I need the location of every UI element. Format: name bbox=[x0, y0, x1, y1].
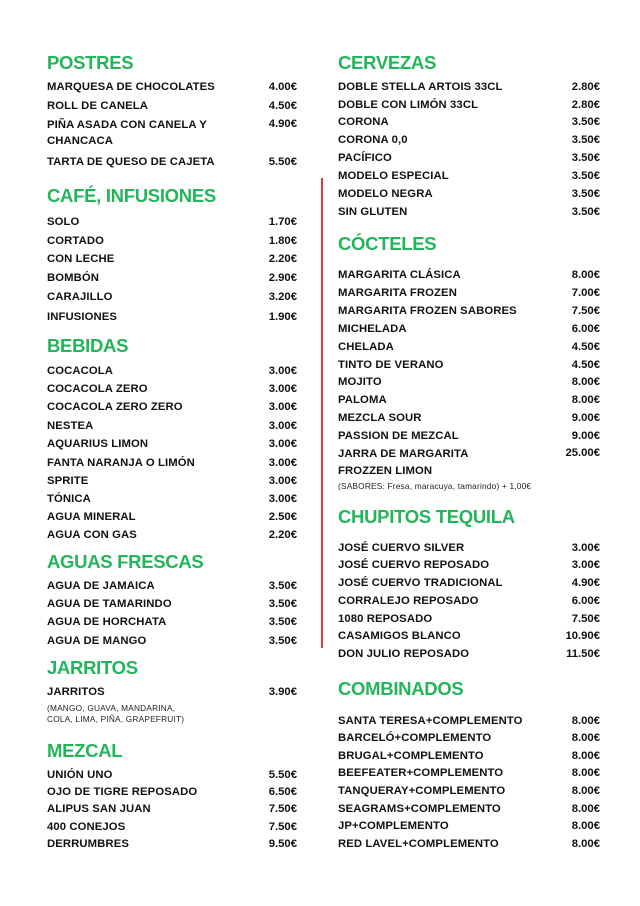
menu-item: TÓNICA 3.00€ bbox=[47, 493, 297, 505]
cocteles-flavors-note: (SABORES: Fresa, maracuya, tamarindo) + 1,00€ bbox=[338, 481, 532, 491]
menu-item: JARRA DE MARGARITA FROZZEN LIMON 25.00€ bbox=[338, 447, 600, 477]
menu-item: AGUA MINERAL 2.50€ bbox=[47, 511, 297, 523]
menu-item: AQUARIUS LIMON 3.00€ bbox=[47, 438, 297, 450]
section-title: CHUPITOS TEQUILA bbox=[338, 506, 515, 527]
menu-item: SANTA TERESA+COMPLEMENTO 8.00€ bbox=[338, 715, 600, 727]
menu-item: BEEFEATER+COMPLEMENTO 8.00€ bbox=[338, 767, 600, 779]
menu-item: JP+COMPLEMENTO 8.00€ bbox=[338, 820, 600, 832]
menu-item: MARQUESA DE CHOCOLATES 4.00€ bbox=[47, 81, 297, 93]
menu-item: OJO DE TIGRE REPOSADO 6.50€ bbox=[47, 786, 297, 798]
menu-item: PALOMA 8.00€ bbox=[338, 394, 600, 406]
menu-item: MARGARITA FROZEN SABORES 7.50€ bbox=[338, 305, 600, 317]
menu-item: DOBLE STELLA ARTOIS 33CL 2.80€ bbox=[338, 81, 600, 93]
menu-item: JOSÉ CUERVO REPOSADO 3.00€ bbox=[338, 559, 600, 571]
menu-item: MARGARITA CLÁSICA 8.00€ bbox=[338, 269, 600, 281]
menu-item: TINTO DE VERANO 4.50€ bbox=[338, 359, 600, 371]
menu-item: ROLL DE CANELA 4.50€ bbox=[47, 100, 297, 112]
menu-item: 1080 REPOSADO 7.50€ bbox=[338, 613, 600, 625]
section-title: CERVEZAS bbox=[338, 52, 437, 73]
section-cervezas bbox=[338, 52, 600, 74]
menu-item: JARRITOS 3.90€ bbox=[47, 686, 297, 698]
section-aguas-frescas bbox=[47, 551, 297, 573]
section-title: JARRITOS bbox=[47, 657, 138, 678]
menu-item: BOMBÓN 2.90€ bbox=[47, 272, 297, 284]
menu-item: DOBLE CON LIMÓN 33CL 2.80€ bbox=[338, 99, 600, 111]
section-title: CÓCTELES bbox=[338, 233, 437, 254]
menu-item: COCACOLA ZERO ZERO 3.00€ bbox=[47, 401, 297, 413]
menu-item: TANQUERAY+COMPLEMENTO 8.00€ bbox=[338, 785, 600, 797]
section-title: MEZCAL bbox=[47, 740, 123, 761]
menu-item: MARGARITA FROZEN 7.00€ bbox=[338, 287, 600, 299]
menu-item: CASAMIGOS BLANCO 10.90€ bbox=[338, 630, 600, 642]
section-combinados bbox=[338, 678, 600, 700]
menu-item: NESTEA 3.00€ bbox=[47, 420, 297, 432]
section-jarritos bbox=[47, 657, 297, 679]
menu-item: JOSÉ CUERVO TRADICIONAL 4.90€ bbox=[338, 577, 600, 589]
menu-item: ALIPUS SAN JUAN 7.50€ bbox=[47, 803, 297, 815]
menu-item: CORRALEJO REPOSADO 6.00€ bbox=[338, 595, 600, 607]
menu-item: AGUA DE TAMARINDO 3.50€ bbox=[47, 598, 297, 610]
menu-item: DON JULIO REPOSADO 11.50€ bbox=[338, 648, 600, 660]
menu-item: CORONA 3.50€ bbox=[338, 116, 600, 128]
menu-item: CORONA 0,0 3.50€ bbox=[338, 134, 600, 146]
menu-item: 400 CONEJOS 7.50€ bbox=[47, 821, 297, 833]
menu-item: MEZCLA SOUR 9.00€ bbox=[338, 412, 600, 424]
section-title: BEBIDAS bbox=[47, 335, 129, 356]
menu-item: MODELO ESPECIAL 3.50€ bbox=[338, 170, 600, 182]
menu-item: TARTA DE QUESO DE CAJETA 5.50€ bbox=[47, 156, 297, 168]
menu-item: AGUA DE HORCHATA 3.50€ bbox=[47, 616, 297, 628]
jarritos-flavors-note: (MANGO, GUAVA, MANDARINA, COLA, LIMA, PIÑA, GRAPEFRUIT) bbox=[47, 703, 185, 724]
menu-item: SEAGRAMS+COMPLEMENTO 8.00€ bbox=[338, 803, 600, 815]
menu-item: UNIÓN UNO 5.50€ bbox=[47, 769, 297, 781]
menu-item: PASSION DE MEZCAL 9.00€ bbox=[338, 430, 600, 442]
section-title: CAFÉ, INFUSIONES bbox=[47, 185, 216, 206]
menu-item: PIÑA ASADA CON CANELA Y CHANCACA 4.90€ bbox=[47, 118, 297, 147]
section-title: AGUAS FRESCAS bbox=[47, 551, 204, 572]
menu-item: RED LAVEL+COMPLEMENTO 8.00€ bbox=[338, 838, 600, 850]
menu-item: MOJITO 8.00€ bbox=[338, 376, 600, 388]
menu-item: CON LECHE 2.20€ bbox=[47, 253, 297, 265]
menu-item: AGUA DE MANGO 3.50€ bbox=[47, 635, 297, 647]
menu-item: FANTA NARANJA O LIMÓN 3.00€ bbox=[47, 457, 297, 469]
menu-item: CHELADA 4.50€ bbox=[338, 341, 600, 353]
menu-item: SPRITE 3.00€ bbox=[47, 475, 297, 487]
menu-item: AGUA DE JAMAICA 3.50€ bbox=[47, 580, 297, 592]
menu-item: SIN GLUTEN 3.50€ bbox=[338, 206, 600, 218]
menu-item: INFUSIONES 1.90€ bbox=[47, 311, 297, 323]
menu-item: BRUGAL+COMPLEMENTO 8.00€ bbox=[338, 750, 600, 762]
section-mezcal bbox=[47, 740, 297, 762]
menu-item: MICHELADA 6.00€ bbox=[338, 323, 600, 335]
section-cocteles bbox=[338, 233, 600, 255]
menu-item: CARAJILLO 3.20€ bbox=[47, 291, 297, 303]
menu-item: COCACOLA 3.00€ bbox=[47, 365, 297, 377]
menu-item: SOLO 1.70€ bbox=[47, 216, 297, 228]
menu-item: BARCELÓ+COMPLEMENTO 8.00€ bbox=[338, 732, 600, 744]
menu-item: JOSÉ CUERVO SILVER 3.00€ bbox=[338, 542, 600, 554]
menu-item: DERRUMBRES 9.50€ bbox=[47, 838, 297, 850]
menu-item: PACÍFICO 3.50€ bbox=[338, 152, 600, 164]
section-title: COMBINADOS bbox=[338, 678, 464, 699]
section-chupitos bbox=[338, 506, 600, 528]
section-title: POSTRES bbox=[47, 52, 134, 73]
column-divider bbox=[321, 178, 323, 648]
menu-item: AGUA CON GAS 2.20€ bbox=[47, 529, 297, 541]
section-postres bbox=[47, 52, 297, 74]
menu-item: MODELO NEGRA 3.50€ bbox=[338, 188, 600, 200]
section-bebidas bbox=[47, 335, 297, 357]
menu-item: CORTADO 1.80€ bbox=[47, 235, 297, 247]
menu-item: COCACOLA ZERO 3.00€ bbox=[47, 383, 297, 395]
section-cafe bbox=[47, 185, 297, 207]
